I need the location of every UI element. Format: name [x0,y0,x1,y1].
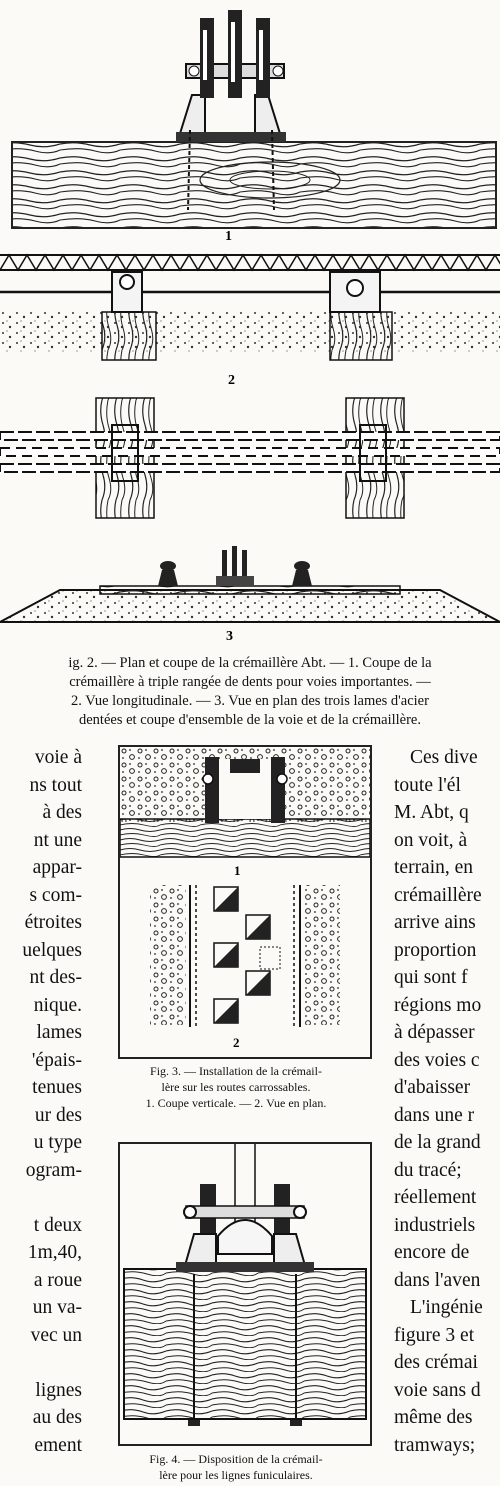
text-line: crémaillère [394,884,482,906]
text-line: tenues [32,1077,82,1098]
text-line: lames [36,1022,82,1043]
figure-2-label-2: 2 [228,373,235,388]
plan-view-blades-drawing [0,398,500,518]
text-line: encore de [394,1242,470,1263]
text-line: d'abaisser [394,1077,471,1098]
text-line: s com- [29,884,82,906]
text-line: 'épais- [31,1049,82,1071]
text-line: appar- [32,857,82,878]
track-cross-section-drawing [0,546,500,644]
text-line: industriels [394,1214,476,1236]
text-line: Ces dive [410,747,478,768]
text-line: a roue [33,1269,82,1291]
left-text-column [0,744,82,1459]
text-line: u type [33,1132,82,1153]
text-line: étroites [24,912,82,933]
text-line: lignes [35,1379,82,1401]
text-line: dans une r [394,1104,475,1126]
text-line: arrive ains [394,912,476,933]
text-line: dans l'aven [394,1269,481,1291]
text-line: t deux [33,1214,82,1236]
figure-3-label-1: 1 [234,863,241,878]
text-line: on voit, à [394,829,468,851]
caption-line: Fig. 4. — Disposition de la crémail- [149,1452,323,1466]
text-line: voie sans d [394,1379,481,1401]
caption-line: 2. Vue longitudinale. — 3. Vue en plan des trois lames d'acier [71,693,429,709]
text-line: voie à [34,747,82,768]
caption-line: Fig. 3. — Installation de la crémail- [150,1064,322,1078]
text-line: au des [32,1407,82,1428]
triple-rack-section-drawing [12,10,496,244]
figure-2-illustration [0,0,500,652]
text-line: tramways; [394,1434,476,1456]
text-line: terrain, en [394,857,474,878]
text-line: nt une [33,829,82,851]
text-line [0,1184,82,1212]
text-line: même des [394,1407,473,1428]
text-line: du tracé; [394,1159,462,1181]
figure-4-illustration [118,1142,372,1446]
text-line: proportion [394,939,477,961]
text-line: figure 3 et [394,1324,475,1346]
text-line: ement [34,1434,82,1456]
text-line: L'ingénie [410,1297,483,1318]
figure-3-illustration [118,745,372,1059]
text-line: des crémai [394,1352,478,1373]
text-line: ogram- [25,1159,82,1181]
caption-line: dentées et coupe d'ensemble de la voie et de la crémaillère. [79,712,421,728]
text-line: ns tout [29,774,82,796]
longitudinal-view-drawing [0,255,500,388]
figure-2-label-3: 3 [226,629,233,644]
text-line: de la grand [394,1132,481,1153]
text-line: des voies c [394,1049,480,1071]
figure-3-label-2: 2 [233,1035,240,1050]
text-line: 1m,40, [27,1242,82,1263]
text-line: à des [42,802,82,823]
text-line: vec un [30,1324,82,1346]
text-line: régions mo [394,994,482,1016]
text-line: ur des [34,1104,82,1126]
caption-line: 1. Coupe verticale. — 2. Vue en plan. [145,1096,327,1110]
text-line: un va- [32,1297,82,1318]
text-line: nique. [33,994,82,1016]
text-line: nt des- [29,967,82,988]
text-line: M. Abt, q [394,802,469,823]
caption-line: crémaillère à triple rangée de dents pour voies importantes. — [69,674,431,690]
caption-line: lère pour les lignes funiculaires. [159,1468,313,1482]
figure-2-caption [0,654,500,730]
text-line: réellement [394,1187,477,1208]
text-line: qui sont f [394,967,468,988]
text-line: toute l'él [394,774,461,796]
figure-4-caption [86,1451,386,1483]
text-line: à dépasser [394,1022,475,1043]
caption-line: ig. 2. — Plan et coupe de la crémaillère Abt. — 1. Coupe de la [68,655,432,671]
text-line: uelques [22,939,82,961]
figure-2-label-1: 1 [225,229,232,244]
caption-line: lère sur les routes carrossables. [161,1080,311,1094]
right-text-column [386,744,500,1459]
text-line [0,1349,82,1377]
figure-3-caption [86,1063,386,1111]
